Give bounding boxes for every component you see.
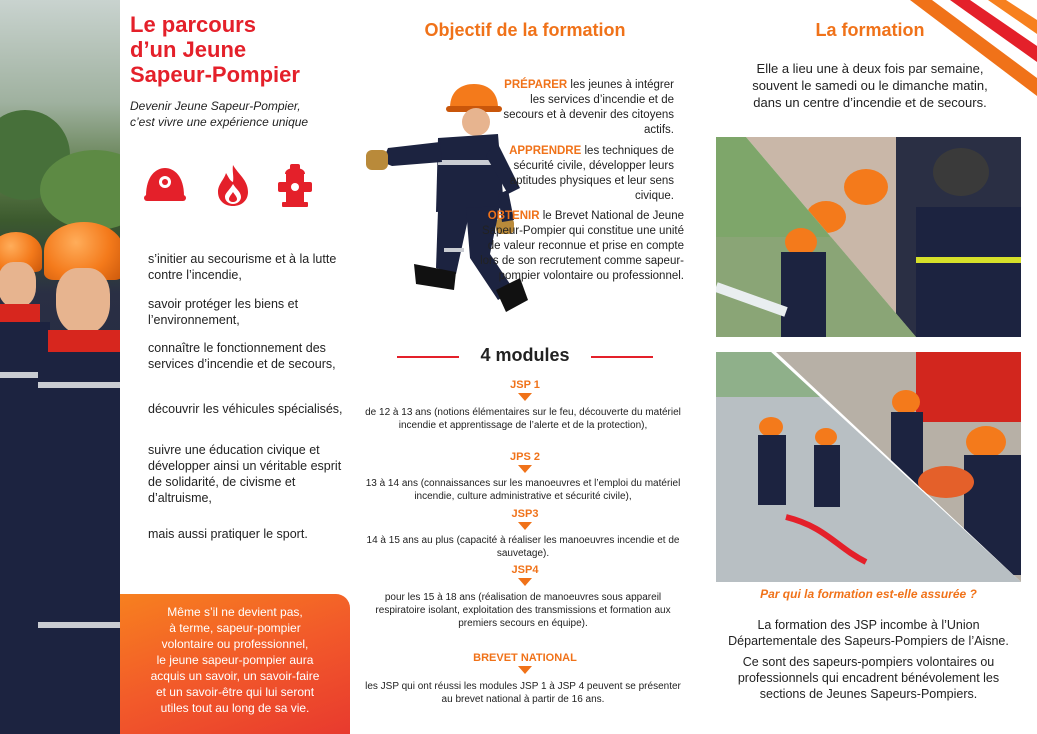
objective-text: les jeunes à intégrer les services d’incendie et de secours et à devenir des citoyens actifs. <box>503 79 674 136</box>
module-description: 14 à 15 ans au plus (capacité à réaliser les manoeuvres incendie et de sauvetage). <box>366 535 680 559</box>
modules-title: 4 modules <box>480 345 570 365</box>
module-description: 13 à 14 ans (connaissances sur les manoeuvres et l’emploi du matériel incendie, culture administrative et sécurité civile), <box>365 478 681 502</box>
bullet-item: découvrir les véhicules spécialisés, <box>148 402 343 416</box>
down-arrow-icon <box>518 666 532 674</box>
bullet-item: s’initier au secourisme et à la lutte contre l’incendie, <box>148 252 337 282</box>
objective-learn <box>506 144 674 204</box>
left-subtitle: Devenir Jeune Sapeur-Pompier, c’est vivre une expérience unique <box>130 99 309 129</box>
left-callout-box <box>120 594 350 734</box>
module-description: de 12 à 13 ans (notions élémentaires sur le feu, découverte du matériel incendie et apprentissage de l’alerte et de la protection), <box>365 407 681 431</box>
module-heading: JSP 1 <box>510 379 540 391</box>
bullet-item: mais aussi pratiquer le sport. <box>148 527 308 541</box>
flame-icon <box>210 162 256 208</box>
down-arrow-icon <box>518 578 532 586</box>
module-description: les JSP qui ont réussi les modules JSP 1 à JSP 4 peuvent se présenter au brevet national à partir de 16 ans. <box>365 681 681 705</box>
bullet-item: suivre une éducation civique et développer ainsi un véritable esprit de solidarité, de civisme et d’altruisme, <box>148 443 342 505</box>
objective-prepare <box>498 78 674 138</box>
down-arrow-icon <box>518 393 532 401</box>
objective-keyword: OBTENIR <box>487 210 540 222</box>
fire-hydrant-icon <box>272 162 318 208</box>
bullet-item: connaître le fonctionnement des services d’incendie et de secours, <box>148 341 336 371</box>
objective-text: les techniques de sécurité civile, développer leurs aptitudes physiques et leur sens civique. <box>509 145 674 202</box>
right-paragraph-union: La formation des JSP incombe à l’Union Départementale des Sapeurs-Pompiers de l’Aisne. <box>728 618 1009 648</box>
down-arrow-icon <box>518 465 532 473</box>
right-title: La formation <box>815 20 925 40</box>
right-question: Par qui la formation est-elle assurée ? <box>760 587 977 601</box>
module-heading: JSP4 <box>511 564 539 576</box>
left-title: Le parcours d’un Jeune Sapeur-Pompier <box>130 12 300 87</box>
module-heading: JSP3 <box>511 508 539 520</box>
right-paragraph-volunteers: Ce sont des sapeurs-pompiers volontaires ou professionnels qui encadrent bénévolement les sections de Jeunes Sapeurs-Pompiers. <box>737 655 1000 701</box>
bullet-item: savoir protéger les biens et l’environnement, <box>148 297 299 327</box>
right-intro: Elle a lieu une à deux fois par semaine, souvent le samedi ou le dimanche matin, dans un centre d’incendie et de secours. <box>752 61 988 110</box>
module-description: pour les 15 à 18 ans (réalisation de manoeuvres sous appareil respiratoire isolant, exploitation des transmissions et formation aux premiers secours en équipe). <box>375 592 671 629</box>
objective-keyword: PRÉPARER <box>504 79 568 91</box>
module-heading: BREVET NATIONAL <box>473 652 577 664</box>
left-photo-jsp-group <box>0 0 120 734</box>
modules-rule-right <box>591 356 653 358</box>
objective-obtain <box>480 209 684 284</box>
module-heading: JPS 2 <box>510 451 540 463</box>
objective-text: le Brevet National de Jeune Sapeur-Pompier qui constitue une unité de valeur reconnue et prise en compte lors de son recrutement comme sapeur-pompier volontaire ou professionnel. <box>480 210 684 282</box>
middle-title: Objectif de la formation <box>424 20 626 40</box>
objective-keyword: APPRENDRE <box>509 145 582 157</box>
helmet-icon <box>142 162 188 208</box>
training-photo-collage <box>716 137 1021 582</box>
left-callout-text: Même s’il ne devient pas, à terme, sapeur-pompier volontaire ou professionnel, le jeune sapeur-pompier aura acquis un savoir, un savoir-faire et un savoir-être qui lui seront utiles tout au long de sa vie. <box>150 605 320 715</box>
modules-rule-left <box>397 356 459 358</box>
down-arrow-icon <box>518 522 532 530</box>
